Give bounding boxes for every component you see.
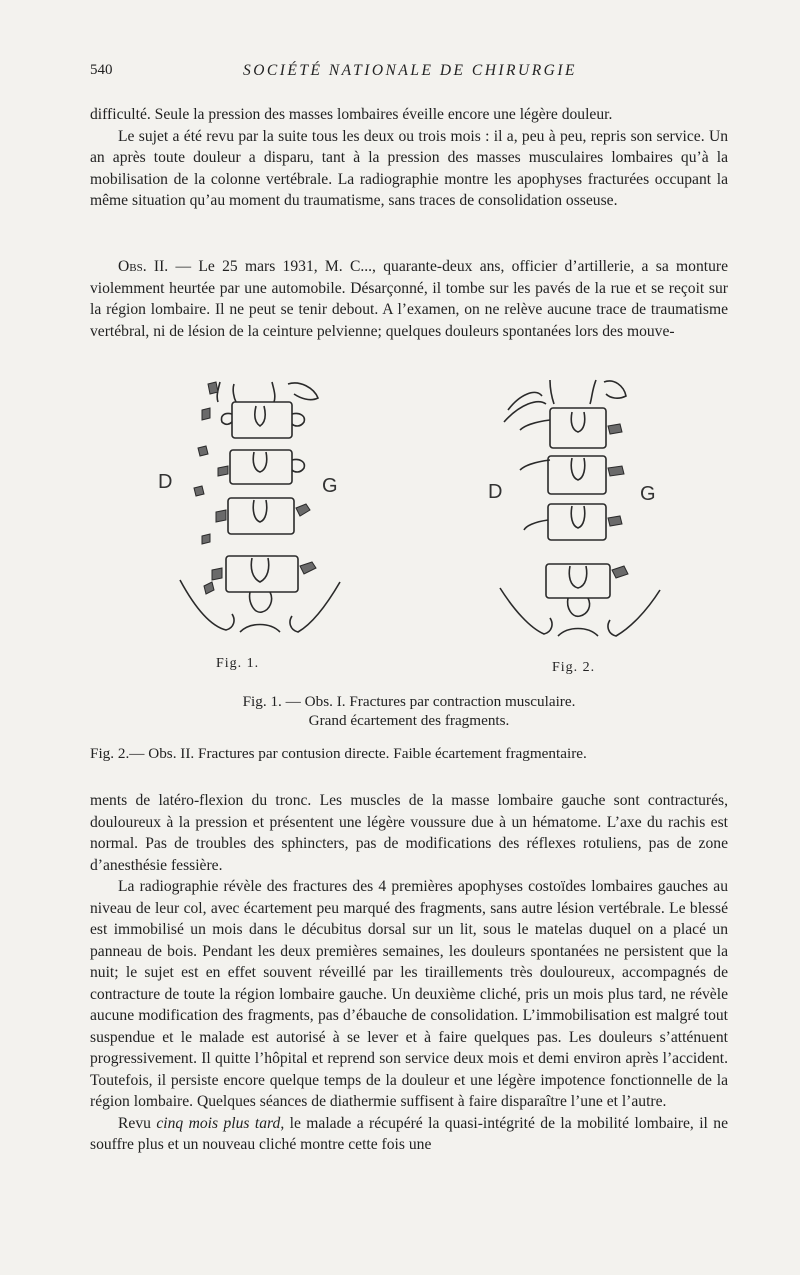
- figure-2-caption: Fig. 2.— Obs. II. Fractures par contusion directe. Faible écartement fragmentaire.: [90, 745, 587, 762]
- fig1-left-letter: D: [158, 471, 173, 493]
- caption-line: Fig. 1. — Obs. I. Fractures par contraction musculaire.: [242, 693, 576, 710]
- paragraph: Revu cinq mois plus tard, le malade a récupéré la quasi-intégrité de la mobilité lombaire, il ne souffre plus et un nouveau cliché montre cette fois une: [90, 1114, 729, 1153]
- top-text-block: [90, 104, 728, 212]
- bottom-text-block: [90, 790, 728, 1156]
- obs-text: — Le 25 mars 1931, M. C..., quarante-deux ans, officier d’artillerie, a sa monture violemment heurtée par une automobile. Désarçonné, il tombe sur les pavés de la rue et se reçoit sur la région lombaire. Il ne peut se tenir debout. A l’examen, on ne relève aucune trace de traumatisme vertébral, ni de lésion de la ceinture pelvienne; quelques douleurs spontanées lors des mouve-: [90, 258, 728, 340]
- fig2-vertebrae: [500, 380, 660, 636]
- obs-lead: Obs. II.: [118, 258, 169, 275]
- fig2-left-letter: D: [488, 481, 503, 503]
- paragraph: ments de latéro-flexion du tronc. Les muscles de la masse lombaire gauche sont contracturés, douloureux à la pression et présentent une légère voussure due à un hématome. L’axe du rachis est normal. Pas de troubles des sphincters, pas de modifications des réflexes rotuliens, pas de zone d’anesthésie fessière.: [90, 792, 728, 874]
- caption-line: Grand écartement des fragments.: [308, 712, 510, 729]
- page-header: [90, 62, 730, 84]
- figures-area: [150, 370, 710, 670]
- paragraph: La radiographie révèle des fractures des 4 premières apophyses costoïdes lombaires gauches au niveau de leur col, avec écartement peu marqué des fragments, sans autre lésion vertébrale. Le blessé est immobilisé un mois dans le décubitus dorsal sur un lit, sous le matelas duquel on a placé un panneau de bois. Pendant les deux premières semaines, les douleurs spontanées ne persistent que la nuit; le sujet est en effet souvent réveillé par les tiraillements très douloureux, accompagnés de contracture de toute la région lombaire gauche. Un deuxième cliché, pris un mois plus tard, ne révèle aucune modification des fragments, pas d’ébauche de consolidation. L’immobilisation est malgré tout suspendue et le malade est autorisé à se lever et à faire quelques pas. Les douleurs s’atténuent progressivement. Il quitte l’hôpital et reprend son service deux mois et demi environ après l’accident. Toutefois, il persiste encore quelque temps de la douleur et une légère impotence fonctionnelle de la région lombaire. Quelques séances de diathermie suffisent à faire disparaître l’une et l’autre.: [90, 878, 728, 1110]
- fig2-label: Fig. 2.: [552, 660, 596, 675]
- paragraph: difficulté. Seule la pression des masses lombaires éveille encore une légère douleur.: [90, 106, 613, 123]
- paragraph: Le sujet a été revu par la suite tous les deux ou trois mois : il a, peu à peu, repris son service. Un an après toute douleur a disparu, tant à la pression des masses musculaires lombaires qu’à la mobilisation de la colonne vertébrale. La radiographie montre les apophyses fracturées occupant la même situation qu’au moment du traumatisme, sans traces de consolidation osseuse.: [90, 127, 728, 209]
- figure-1-caption: [90, 692, 728, 730]
- observation-paragraph: [90, 256, 728, 342]
- figure-2-spine-drawing: [480, 370, 690, 650]
- page-number: 540: [90, 62, 113, 78]
- figure-1-spine-drawing: [150, 370, 360, 650]
- fig2-right-letter: G: [640, 483, 656, 505]
- italic-phrase: cinq mois plus tard: [156, 1114, 281, 1132]
- running-title: SOCIÉTÉ NATIONALE DE CHIRURGIE: [242, 62, 578, 79]
- fig2-fracture-fragments: [608, 424, 628, 578]
- fig1-label: Fig. 1.: [216, 656, 260, 671]
- fig1-right-letter: G: [322, 475, 338, 497]
